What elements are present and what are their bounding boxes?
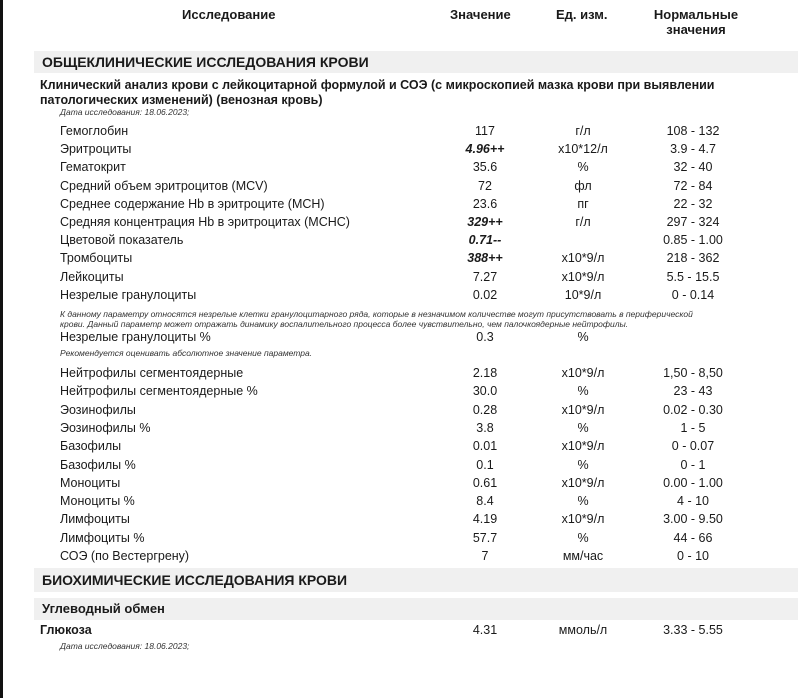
subsection-carbohydrate: Углеводный обмен [34, 598, 798, 620]
page-left-border [0, 0, 3, 698]
study-date: Дата исследования: 18.06.2023; [60, 107, 190, 117]
test-name: Лимфоциты [60, 512, 130, 527]
table-row [0, 251, 800, 269]
test-name: Средний объем эритроцитов (MCV) [60, 178, 268, 193]
note-absolute-value: Рекомендуется оценивать абсолютное значение параметра. [60, 348, 313, 358]
table-row [0, 494, 800, 512]
test-name: Эритроциты [60, 142, 132, 157]
test-value: 30.0 [472, 384, 498, 399]
test-unit: % [577, 420, 589, 435]
table-row [0, 160, 800, 178]
test-value: 4.96++ [465, 142, 505, 157]
table-row [0, 439, 800, 457]
test-name: Лимфоциты % [60, 530, 145, 545]
test-norm: 44 - 66 [673, 530, 713, 545]
test-name: Среднее содержание Hb в эритроците (MCH) [60, 196, 325, 211]
test-unit: x10*12/л [558, 142, 608, 157]
test-norm: 0.00 - 1.00 [663, 475, 723, 490]
test-unit: 10*9/л [564, 287, 602, 302]
test-unit: ммоль/л [558, 623, 608, 637]
test-value: 72 [478, 178, 492, 193]
test-norm: 0.02 - 0.30 [663, 402, 723, 417]
test-name: Базофилы [60, 439, 122, 454]
test-unit: x10*9/л [561, 366, 605, 380]
test-norm: 72 - 84 [673, 178, 713, 193]
table-row [0, 531, 800, 549]
test-norm: 0 - 10 [677, 549, 709, 563]
test-unit: x10*9/л [561, 475, 605, 490]
note-immature-granulocytes-1: К данному параметру относятся незрелые клетки гранулоцитарного ряда, которые в незначимом количестве могут присутствовать в периферической [60, 309, 693, 319]
test-name: Гематокрит [60, 160, 126, 175]
test-name: Базофилы % [60, 457, 136, 472]
table-row [0, 366, 800, 384]
test-value: 388++ [467, 251, 503, 266]
section-general-clinical: ОБЩЕКЛИНИЧЕСКИЕ ИССЛЕДОВАНИЯ КРОВИ [34, 51, 798, 73]
test-norm: 0.85 - 1.00 [663, 233, 723, 248]
test-value: 0.71-- [468, 233, 502, 248]
test-unit: x10*9/л [561, 439, 605, 454]
test-norm: 0 - 1 [680, 457, 706, 472]
test-unit: мм/час [562, 549, 604, 563]
header-norm [636, 7, 756, 37]
test-unit: x10*9/л [561, 251, 605, 266]
test-value: 35.6 [472, 160, 498, 175]
test-value: 2.18 [472, 366, 498, 380]
test-name: Эозинофилы % [60, 420, 151, 435]
test-value: 4.19 [472, 512, 498, 527]
study-date-biochem: Дата исследования: 18.06.2023; [60, 641, 190, 651]
table-row [0, 549, 800, 567]
test-value: 7.27 [472, 269, 498, 284]
table-row [0, 233, 800, 251]
section-biochemical: БИОХИМИЧЕСКИЕ ИССЛЕДОВАНИЯ КРОВИ [34, 568, 798, 592]
test-norm: 0 - 0.07 [671, 439, 715, 454]
test-value: 0.02 [472, 287, 498, 302]
test-name: Нейтрофилы сегментоядерные % [60, 384, 258, 399]
test-unit: % [577, 494, 589, 509]
test-unit: г/л [575, 215, 591, 229]
test-value: 0.01 [472, 439, 498, 454]
test-unit: г/л [575, 124, 591, 138]
table-row [0, 403, 800, 421]
test-norm: 3.33 - 5.55 [663, 623, 723, 637]
test-unit: пг [577, 196, 589, 211]
header-value: Значение [450, 7, 511, 22]
test-name: Глюкоза [40, 623, 92, 637]
test-name: Тромбоциты [60, 251, 133, 266]
test-norm: 32 - 40 [673, 160, 713, 175]
test-norm: 297 - 324 [666, 215, 720, 229]
test-norm: 3.9 - 4.7 [670, 142, 716, 157]
test-norm: 3.00 - 9.50 [663, 512, 723, 527]
test-value: 0.3 [476, 330, 494, 344]
test-unit: % [577, 384, 589, 399]
test-name: Нейтрофилы сегментоядерные [60, 366, 244, 380]
test-value: 4.31 [472, 623, 498, 637]
table-row-glucose [0, 623, 800, 641]
test-unit: % [577, 530, 589, 545]
table-row [0, 270, 800, 288]
header-norm-line2: значения [666, 22, 726, 37]
header-norm-line1: Нормальные [653, 7, 739, 22]
test-name: Гемоглобин [60, 124, 129, 138]
test-unit: x10*9/л [561, 512, 605, 527]
test-name: Средняя концентрация Hb в эритроцитах (MCHC) [60, 215, 350, 229]
test-norm: 22 - 32 [673, 196, 713, 211]
test-unit: % [577, 330, 589, 344]
test-norm: 23 - 43 [673, 384, 713, 399]
header-test: Исследование [182, 7, 276, 22]
test-unit: x10*9/л [561, 269, 605, 284]
table-row [0, 512, 800, 530]
test-norm: 0 - 0.14 [671, 287, 715, 302]
table-row [0, 197, 800, 215]
test-value: 117 [475, 124, 495, 138]
table-row [0, 421, 800, 439]
test-value: 57.7 [472, 530, 498, 545]
test-value: 0.28 [472, 402, 498, 417]
table-row [0, 142, 800, 160]
test-name: Незрелые гранулоциты [60, 287, 197, 302]
test-norm: 218 - 362 [666, 251, 720, 266]
test-value: 329++ [467, 215, 503, 229]
test-norm: 1 - 5 [680, 420, 706, 435]
test-value: 7 [481, 549, 489, 563]
table-row [0, 458, 800, 476]
test-value: 0.61 [472, 475, 498, 490]
test-name: Незрелые гранулоциты % [60, 330, 211, 344]
note-immature-granulocytes-2: крови. Данный параметр может отражать динамику воспалительного процесса более чувствительно, чем палочкоядерные нейтрофилы. [60, 319, 629, 329]
table-row [0, 476, 800, 494]
table-row [0, 288, 800, 306]
table-row [0, 215, 800, 233]
test-value: 8.4 [476, 494, 494, 509]
test-name: Эозинофилы [60, 402, 136, 417]
test-name: Лейкоциты [60, 269, 124, 284]
test-norm: 108 - 132 [666, 124, 720, 138]
table-row [0, 179, 800, 197]
header-unit: Ед. изм. [556, 7, 608, 22]
test-norm: 5.5 - 15.5 [666, 269, 720, 284]
table-row [0, 124, 800, 142]
table-row [0, 330, 800, 348]
test-name: Моноциты % [60, 494, 135, 509]
test-norm: 4 - 10 [677, 494, 709, 509]
test-unit: % [577, 457, 589, 472]
test-unit: x10*9/л [561, 402, 605, 417]
table-row [0, 384, 800, 402]
test-name: СОЭ (по Вестергрену) [60, 549, 190, 563]
test-unit: фл [574, 178, 592, 193]
test-name: Цветовой показатель [60, 233, 184, 248]
test-value: 23.6 [472, 196, 498, 211]
analysis-subtitle: Клинический анализ крови с лейкоцитарной формулой и СОЭ (с микроскопией мазка крови при выявлении патологических изменений) (венозная кровь) [40, 78, 715, 107]
test-name: Моноциты [60, 475, 121, 490]
test-unit: % [577, 160, 589, 175]
test-value: 0.1 [476, 457, 494, 472]
test-value: 3.8 [476, 420, 494, 435]
test-norm: 1,50 - 8,50 [663, 366, 723, 380]
